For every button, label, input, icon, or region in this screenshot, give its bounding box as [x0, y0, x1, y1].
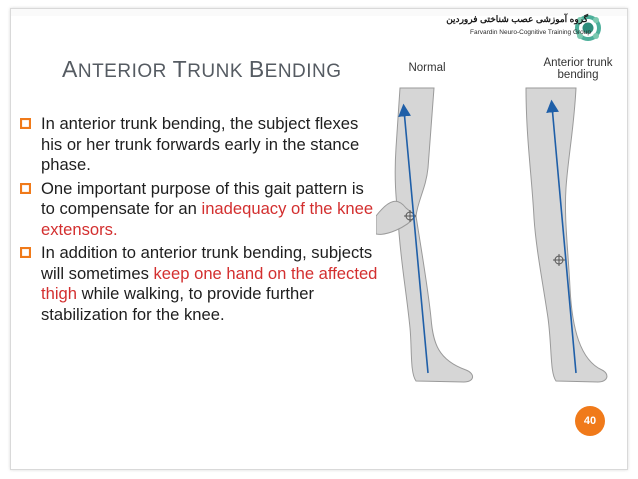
bullet-list	[22, 114, 378, 328]
bullet-3-highlight: keep one hand on the affected thigh	[41, 263, 378, 303]
label-anterior-line-1: Anterior trunk	[543, 57, 613, 69]
bullet-item	[22, 243, 378, 325]
bullet-item	[22, 114, 378, 176]
title-cap-2: T	[172, 56, 188, 82]
normal-leg	[376, 88, 473, 382]
bullet-square-icon	[20, 247, 31, 258]
anterior-bending-leg	[526, 88, 607, 382]
bullet-1-text-1: In anterior trunk bending, the subject flexes his or her trunk forwards early in the stance phase.	[41, 114, 360, 174]
gait-legs-figure	[376, 48, 634, 393]
title-cap-3: B	[248, 56, 265, 82]
page-number-badge: 40	[575, 406, 605, 436]
bullet-3-text-3: while walking, to provide further stabilization for the knee.	[41, 284, 315, 324]
label-anterior	[536, 57, 620, 81]
slide-title	[62, 56, 342, 83]
title-rest-1: NTERIOR	[77, 61, 173, 82]
bullet-2-highlight: inadequacy of the knee extensors.	[41, 199, 374, 239]
title-rest-3: ENDING	[264, 61, 342, 82]
bullet-square-icon	[20, 118, 31, 129]
title-rest-2: RUNK	[187, 61, 249, 82]
bullet-item	[22, 179, 378, 241]
title-cap-1: A	[62, 56, 78, 82]
label-normal: Normal	[408, 62, 446, 74]
logo-name-persian: گروه آموزشی عصب شناختی فروردین	[446, 14, 588, 24]
bullet-2-text-1: One important purpose of this gait pattern is to compensate for an	[41, 178, 364, 218]
label-anterior-line-2: bending	[557, 69, 599, 81]
bullet-square-icon	[20, 183, 31, 194]
logo-name-english: Farvardin Neuro-Cognitive Training Group	[470, 29, 592, 36]
bullet-3-text-1: In addition to anterior trunk bending, subjects will sometimes	[41, 243, 373, 283]
